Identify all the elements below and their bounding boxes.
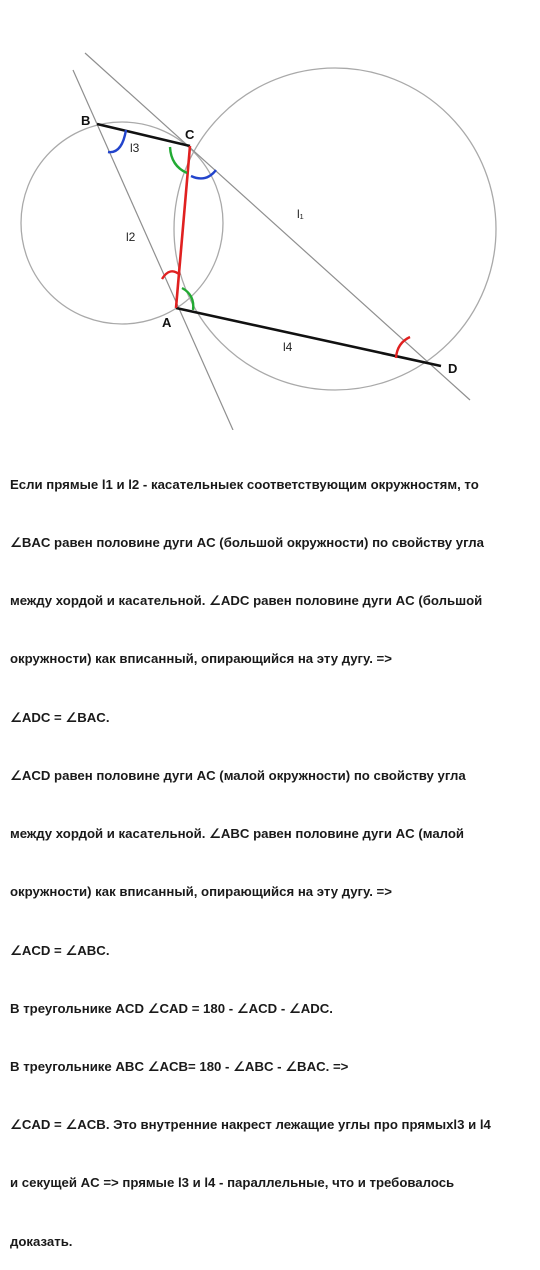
proof-line: ∠CAD = ∠ACB. Это внутренние накрест лежащие углы про прямыхl3 и l4 [10, 1117, 491, 1133]
proof-line: ∠ACD равен половине дуги AC (малой окружности) по свойству угла [10, 767, 466, 783]
proof-line: В треугольнике ABC ∠ACB= 180 - ∠ABC - ∠BAC. => [10, 1059, 349, 1074]
proof-line: ∠BAC равен половине дуги AC (большой окружности) по свойству угла [10, 535, 484, 551]
proof-line: между хордой и касательной. ∠ADC равен половине дуги AC (большой [10, 593, 483, 609]
point-label-d: D [448, 361, 458, 376]
angle-acb-arc [170, 147, 187, 173]
proof-line: Если прямые l1 и l2 - касательныек соответствующим окружностям, то [10, 476, 479, 492]
proof-line: В треугольнике ACD ∠CAD = 180 - ∠ACD - ∠ADC. [10, 1000, 333, 1016]
proof-line: окружности) как вписанный, опирающийся на эту дугу. => [10, 884, 392, 900]
geometry-figure [0, 0, 540, 430]
proof-line: ∠ADC = ∠BAC. [10, 709, 110, 725]
line-label-l2: l2 [126, 230, 136, 244]
proof-line: и секущей AC => прямые l3 и l4 - параллельные, что и требовалось [10, 1175, 455, 1191]
line-label-l4: l4 [283, 340, 293, 354]
proof-line: доказать. [10, 1233, 73, 1249]
line-label-l1: l₁ [297, 207, 304, 221]
point-label-c: C [185, 127, 195, 142]
line-label-l3: l3 [130, 141, 140, 155]
small-circle [21, 122, 223, 324]
proof-line: ∠ACD = ∠ABC. [10, 942, 110, 958]
proof-line: между хордой и касательной. ∠ABC равен половине дуги AC (малой [10, 826, 465, 842]
proof-line: окружности) как вписанный, опирающийся на эту дугу. => [10, 651, 392, 667]
proof-text [10, 436, 532, 1270]
angle-adc-arc [396, 337, 410, 358]
point-label-a: A [162, 315, 172, 330]
angle-abc-arc [108, 130, 126, 152]
angle-bac-arc [162, 271, 180, 279]
point-label-b: B [81, 113, 91, 128]
